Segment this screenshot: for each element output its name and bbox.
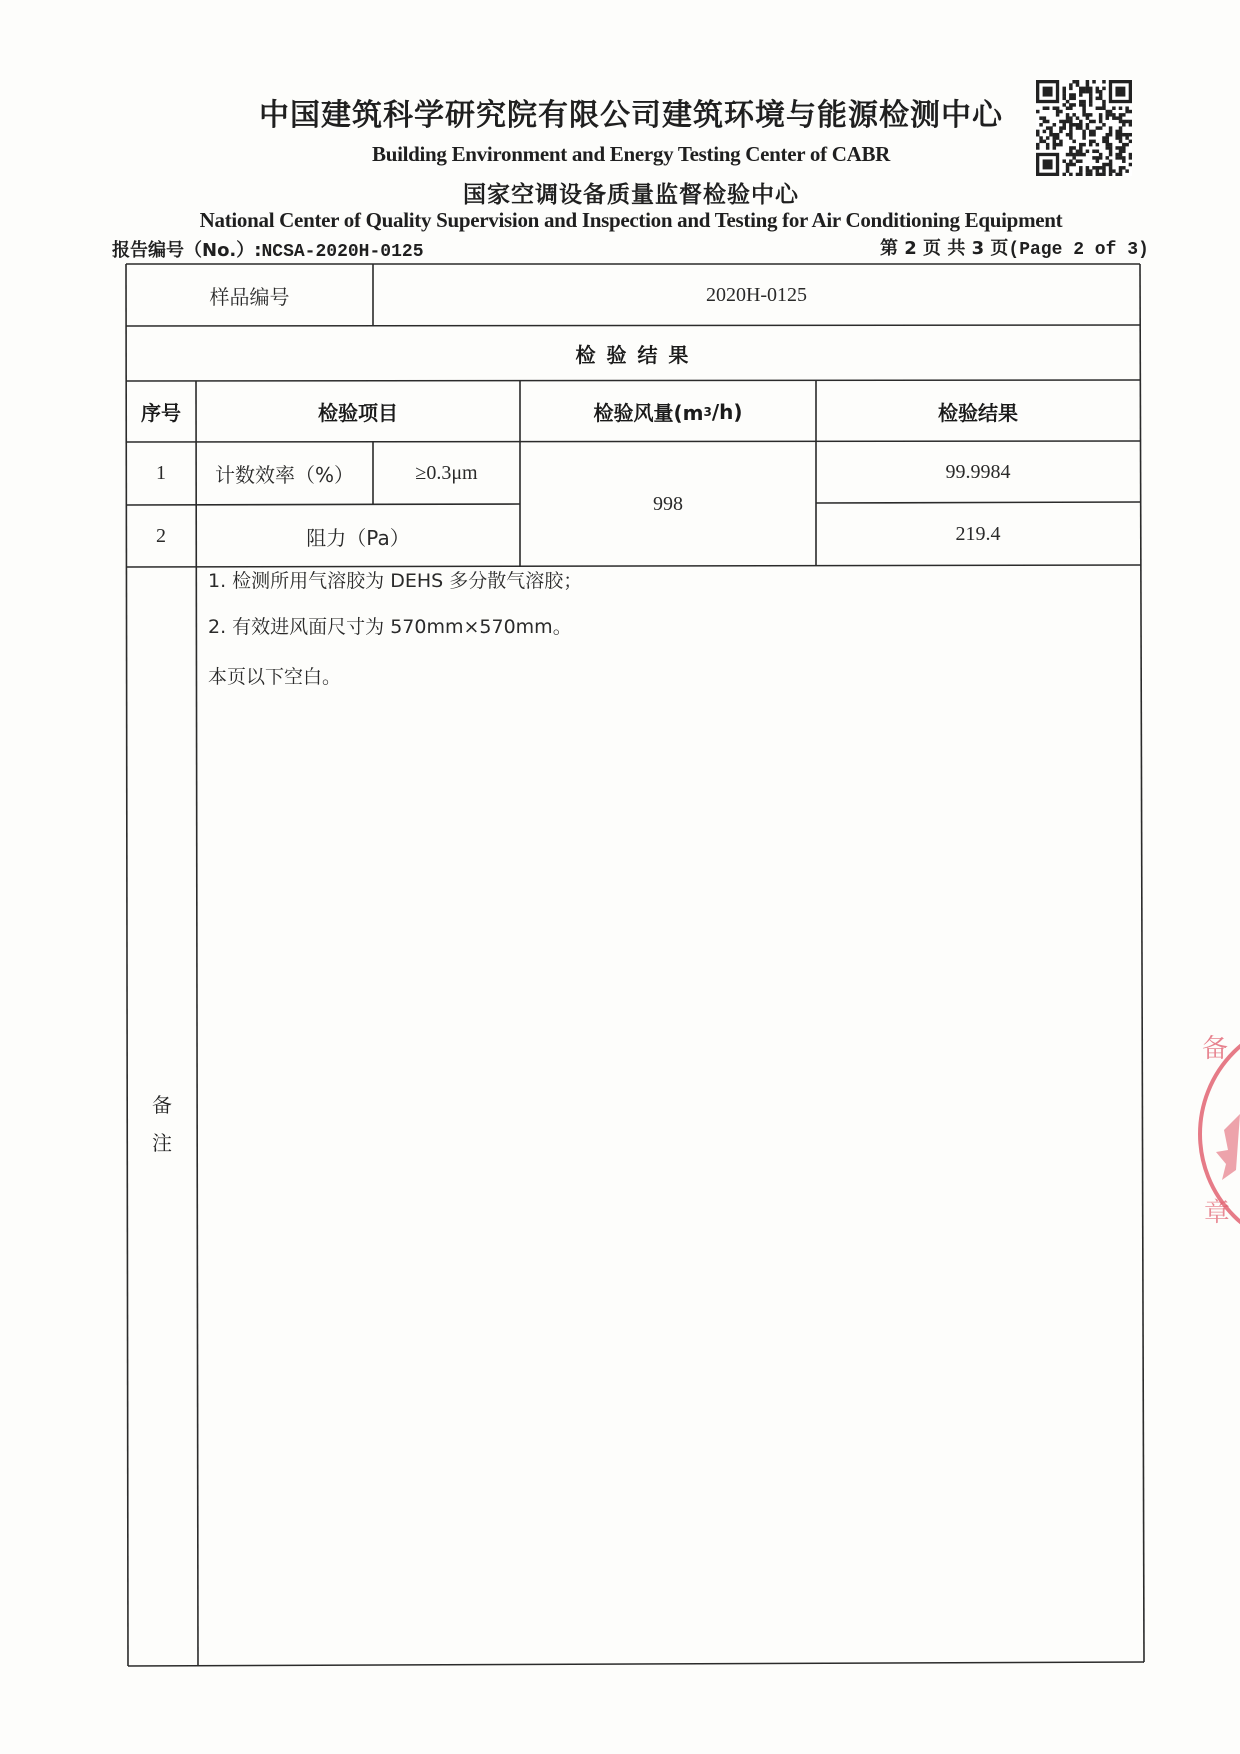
header-airflow-sup: 3 — [703, 404, 712, 419]
center-title-en: National Center of Quality Supervision and Inspection and Testing for Air Conditioning Equipment — [199, 208, 1063, 232]
header-airflow-suffix: /h) — [711, 399, 743, 424]
org-title-en: Building Environment and Energy Testing Center of CABR — [371, 142, 891, 166]
row1-seq: 1 — [156, 462, 166, 484]
remark-label — [150, 1086, 174, 1162]
official-seal-stamp — [1196, 1014, 1240, 1254]
report-number-label: 报告编号（No.）: — [112, 240, 262, 261]
center-title-cn: 国家空调设备质量监督检验中心 — [463, 182, 799, 207]
note-1: 1. 检测所用气溶胶为 DEHS 多分散气溶胶； — [208, 570, 583, 592]
header-result: 检验结果 — [938, 401, 1018, 425]
row2-item: 阻力（Pa） — [306, 525, 410, 550]
airflow-value: 998 — [653, 493, 683, 515]
seal-text-1: 备 — [1202, 1034, 1229, 1064]
header-item: 检验项目 — [318, 401, 398, 425]
page-indicator — [880, 234, 1149, 260]
header-seq: 序号 — [141, 401, 181, 425]
page-indicator-cn: 第 2 页 共 3 页 — [880, 238, 1009, 259]
sample-no-label: 样品编号 — [209, 284, 290, 309]
row1-item: 计数效率（%） — [214, 463, 354, 487]
report-number — [112, 236, 424, 262]
notes-block — [208, 566, 582, 708]
sample-no-value: 2020H-0125 — [705, 283, 808, 306]
remark-label-1: 备 — [152, 1093, 172, 1117]
section-title: 检 验 结 果 — [575, 343, 691, 367]
row1-condition: ≥0.3μm — [415, 462, 478, 484]
row1-result: 99.9984 — [945, 460, 1011, 483]
header-airflow — [520, 381, 816, 442]
org-title-cn: 中国建筑科学研究院有限公司建筑环境与能源检测中心 — [259, 99, 1003, 132]
qr-code-icon — [1036, 80, 1132, 176]
note-3: 本页以下空白。 — [208, 666, 342, 688]
note-2: 2. 有效进风面尺寸为 570mm×570mm。 — [208, 616, 572, 638]
row2-result: 219.4 — [955, 522, 1001, 545]
remark-label-2: 注 — [152, 1131, 172, 1155]
page-indicator-en: (Page 2 of 3) — [1008, 240, 1149, 260]
seal-text-2: 章 — [1204, 1198, 1231, 1228]
report-number-value: NCSA-2020H-0125 — [261, 242, 424, 262]
header-airflow-prefix: 检验风量(m — [593, 401, 704, 425]
row2-seq: 2 — [156, 524, 166, 547]
